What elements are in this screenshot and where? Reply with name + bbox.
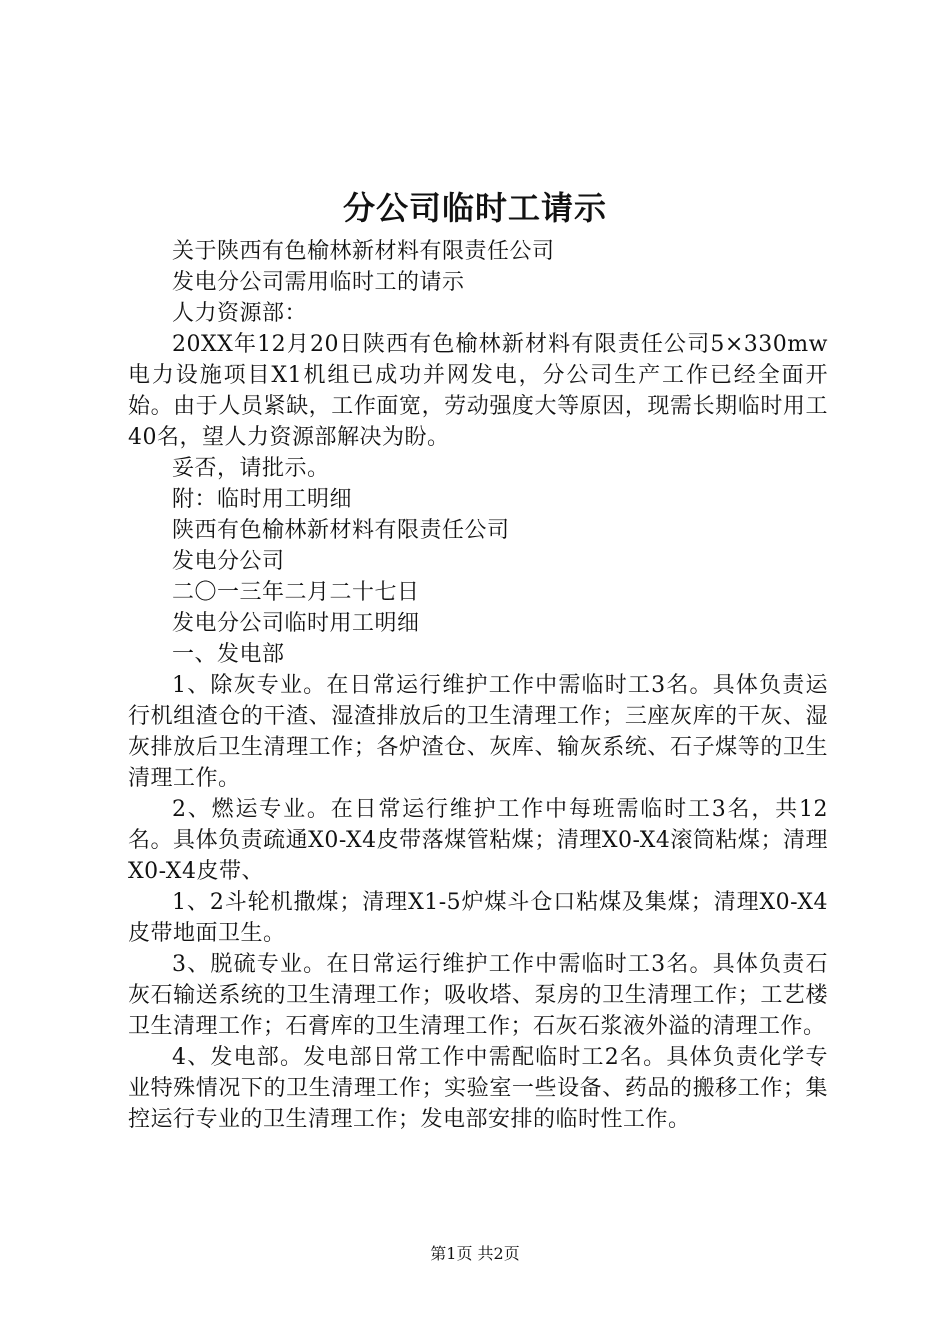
paragraph: 发电分公司临时用工明细 [172,611,420,636]
paragraph: 一、发电部 [172,642,285,667]
paragraph: 陕西有色榆林新材料有限责任公司 [172,518,510,543]
paragraph: 发电分公司 [172,549,285,574]
paragraph: 妥否，请批示。 [172,456,330,481]
paragraph: 二〇一三年二月二十七日 [172,580,420,605]
paragraph: 2、燃运专业。在日常运行维护工作中每班需临时工3名，共12名。具体负责疏通X0-X4皮带落煤管粘煤；清理X0-X4滚筒粘煤；清理X0-X4皮带、 [128,797,828,884]
document-title: 分公司临时工请示 [342,189,607,227]
paragraph: 4、发电部。发电部日常工作中需配临时工2名。具体负责化学专业特殊情况下的卫生清理工作；实验室一些设备、药品的搬移工作；集控运行专业的卫生清理工作；发电部安排的临时性工作。 [128,1045,828,1132]
paragraph: 人力资源部： [172,301,308,326]
document-body [128,236,828,1135]
paragraph: 3、脱硫专业。在日常运行维护工作中需临时工3名。具体负责石灰石输送系统的卫生清理工作；吸收塔、泵房的卫生清理工作；工艺楼卫生清理工作；石膏库的卫生清理工作；石灰石浆液外溢的清理工作。 [128,952,828,1039]
paragraph: 发电分公司需用临时工的请示 [172,270,465,295]
paragraph: 附：临时用工明细 [172,487,353,512]
paragraph: 20XX年12月20日陕西有色榆林新材料有限责任公司5×330mw电力设施项目X1机组已成功并网发电，分公司生产工作已经全面开始。由于人员紧缺，工作面宽，劳动强度大等原因，现需长期临时用工40名，望人力资源部解决为盼。 [128,332,828,450]
paragraph: 1、除灰专业。在日常运行维护工作中需临时工3名。具体负责运行机组渣仓的干渣、湿渣排放后的卫生清理工作；三座灰库的干灰、湿灰排放后卫生清理工作；各炉渣仓、灰库、输灰系统、石子煤等的卫生清理工作。 [128,673,828,791]
page-number: 第1页 共2页 [430,1244,520,1263]
paragraph: 1、2斗轮机撒煤；清理X1-5炉煤斗仓口粘煤及集煤；清理X0-X4皮带地面卫生。 [128,890,828,946]
paragraph: 关于陕西有色榆林新材料有限责任公司 [172,239,555,264]
